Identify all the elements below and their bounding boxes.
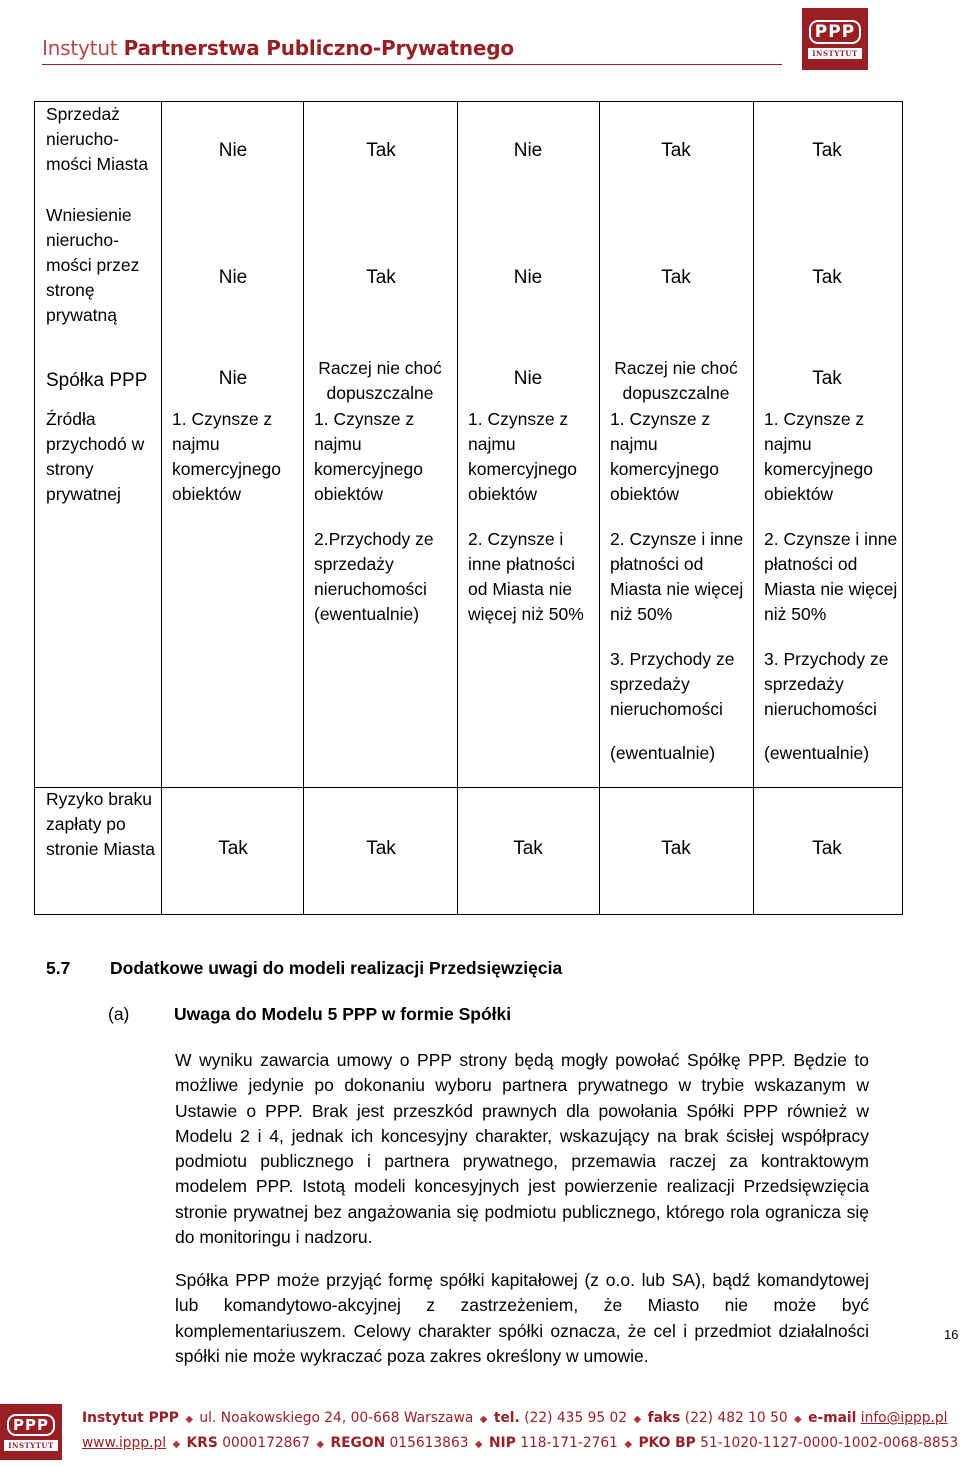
table-cell: Tak: [218, 838, 248, 859]
page-number: 16: [944, 1327, 959, 1342]
table-cell: 3. Przychody ze sprzedaży nieruchomości: [610, 649, 735, 719]
footer-nip-label: NIP: [489, 1435, 516, 1451]
footer-fax: (22) 482 10 50: [684, 1410, 788, 1426]
table-cell: Nie: [513, 267, 543, 288]
table-cell: 1. Czynsze z najmu komercyjnego obiektów: [172, 409, 281, 504]
diamond-icon: ◆: [624, 1439, 633, 1450]
table-vline: [161, 102, 162, 914]
logo-mark: PPP: [809, 20, 861, 44]
table-cell: Tak: [812, 368, 842, 389]
paragraph-2: Spółka PPP może przyjąć formę spółki kapitałowej (z o.o. lub SA), bądź komandytowej lub komandytowo-akcyjnej z zastrzeżeniem, że Miasto nie może być komplementariuszem. Celowy charakter spółki oznacza, że cel i przedmiot działalności spółki nie może wykraczać poza zakres określony w umowie.: [175, 1270, 869, 1366]
footer-email-label: e-mail: [808, 1410, 857, 1426]
table-cell: 1. Czynsze z najmu komercyjnego obiektów: [314, 409, 423, 504]
footer-line-2: [82, 1435, 958, 1451]
footer-tel-label: tel.: [493, 1410, 520, 1426]
table-vline: [457, 102, 458, 202]
comparison-table: [34, 101, 903, 915]
table-cell: (ewentualnie): [764, 743, 870, 763]
table-cell: Tak: [812, 140, 842, 161]
table-cell: Raczej nie choć dopuszczalne: [614, 358, 738, 403]
footer-email-link[interactable]: info@ippp.pl: [860, 1410, 948, 1426]
table-cell: Tak: [661, 838, 691, 859]
footer-address: ul. Noakowskiego 24, 00-668 Warszawa: [199, 1410, 474, 1426]
footer-tel: (22) 435 95 02: [524, 1410, 628, 1426]
section-heading: [46, 958, 562, 979]
footer-www-link[interactable]: www.ippp.pl: [82, 1435, 167, 1451]
table-vline: [599, 202, 600, 352]
table-cell: 2. Czynsze i inne płatności od Miasta nie więcej niż 50%: [610, 529, 744, 624]
logo-sub: INSTYTUT: [808, 48, 861, 59]
ppp-logo-icon: [802, 8, 868, 70]
table-cell: Tak: [366, 267, 396, 288]
diamond-icon: ◆: [185, 1414, 194, 1425]
subsection-heading: [108, 1004, 511, 1025]
table-cell: 2.Przychody ze sprzedaży nieruchomości (ewentualnie): [314, 529, 434, 624]
table-cell: Tak: [366, 838, 396, 859]
table-vline: [303, 202, 304, 352]
paragraph-1: W wyniku zawarcia umowy o PPP strony będą mogły powołać Spółkę PPP. Będzie to możliwe jedynie po dokonaniu wyboru partnera prywatnego w trybie wskazanym w Ustawie o PPP. Brak jest przeszkód prawnych dla powołania Spółki PPP również w Modelu 2 i 4, jednak ich koncesyjny charakter, wskazujący na brak ścisłej współpracy podmiotu publicznego i partnera prywatnego, przemawia raczej za kontraktowym modelem PPP. Istotą modeli koncesyjnych jest powierzenie realizacji Przedsięwzięcia stronie prywatnej bez angażowania się podmiotu publicznego, którego rola ogranicza się do monitoringu i nadzoru.: [175, 1050, 869, 1248]
row-label-ryzyko: Ryzyko braku zapłaty po stronie Miasta: [46, 789, 155, 859]
table-cell: 1. Czynsze z najmu komercyjnego obiektów: [764, 409, 873, 504]
diamond-icon: ◆: [474, 1439, 483, 1450]
table-vline: [303, 352, 304, 914]
table-cell: Tak: [661, 267, 691, 288]
subsection-title: Uwaga do Modelu 5 PPP w formie Spółki: [174, 1004, 512, 1024]
table-vline: [599, 102, 600, 202]
table-hline: [35, 787, 902, 788]
row-label-spolka: Spółka PPP: [46, 370, 148, 391]
table-cell: Tak: [366, 140, 396, 161]
table-vline: [303, 102, 304, 202]
logo-sub: INSTYTUT: [4, 1440, 57, 1451]
table-cell: 1. Czynsze z najmu komercyjnego obiektów: [610, 409, 719, 504]
row-label-sprzedaz: Sprzedaż nierucho-mości Miasta: [46, 104, 149, 174]
footer-nip: 118-171-2761: [520, 1435, 618, 1451]
table-vline: [599, 352, 600, 914]
table-cell: Nie: [218, 267, 248, 288]
header-title: [42, 36, 514, 60]
footer-bank-label: PKO BP: [638, 1435, 696, 1451]
logo-mark: PPP: [7, 1414, 55, 1436]
section-title: Dodatkowe uwagi do modeli realizacji Przedsięwzięcia: [110, 958, 563, 978]
table-cell: 2. Czynsze i inne płatności od Miasta nie więcej niż 50%: [764, 529, 898, 624]
table-vline: [753, 352, 754, 914]
table-cell: 2. Czynsze i inne płatności od Miasta nie więcej niż 50%: [468, 529, 584, 624]
row-label-wniesienie: Wniesienie nierucho-mości przez stronę prywatną: [46, 205, 140, 325]
footer-bank: 51-1020-1127-0000-1002-0068-8853: [700, 1435, 959, 1451]
footer-krs: 0000172867: [222, 1435, 310, 1451]
footer-name: Instytut PPP: [82, 1410, 179, 1426]
table-cell: Nie: [513, 140, 543, 161]
ppp-logo-footer-icon: [0, 1404, 62, 1460]
diamond-icon: ◆: [794, 1414, 802, 1425]
footer-regon: 015613863: [389, 1435, 469, 1451]
table-vline: [457, 352, 458, 914]
table-vline: [753, 102, 754, 202]
table-vline: [753, 202, 754, 352]
table-cell: Nie: [218, 140, 248, 161]
table-cell: (ewentualnie): [610, 743, 716, 763]
table-cell: Tak: [812, 267, 842, 288]
section-number: 5.7: [46, 958, 71, 978]
row-label-zrodla: Źródła przychodó w strony prywatnej: [46, 409, 145, 504]
footer-fax-label: faks: [647, 1410, 681, 1426]
table-cell: Raczej nie choć dopuszczalne: [318, 358, 442, 403]
footer-line-1: [82, 1410, 948, 1426]
diamond-icon: ◆: [479, 1414, 488, 1425]
header-rule: [42, 64, 782, 65]
table-cell: Nie: [513, 368, 543, 389]
diamond-icon: ◆: [172, 1439, 181, 1450]
header-title-light: Instytut: [42, 36, 124, 60]
table-cell: Nie: [218, 368, 248, 389]
table-cell: 3. Przychody ze sprzedaży nieruchomości: [764, 649, 889, 719]
table-cell: Tak: [513, 838, 543, 859]
subsection-label: (a): [108, 1004, 130, 1024]
diamond-icon: ◆: [316, 1439, 325, 1450]
header-title-bold: Partnerstwa Publiczno-Prywatnego: [123, 36, 514, 60]
table-cell: Tak: [661, 140, 691, 161]
table-cell: Tak: [812, 838, 842, 859]
table-cell: 1. Czynsze z najmu komercyjnego obiektów: [468, 409, 577, 504]
table-vline: [457, 202, 458, 352]
diamond-icon: ◆: [633, 1414, 642, 1425]
footer-krs-label: KRS: [186, 1435, 218, 1451]
footer-regon-label: REGON: [330, 1435, 386, 1451]
